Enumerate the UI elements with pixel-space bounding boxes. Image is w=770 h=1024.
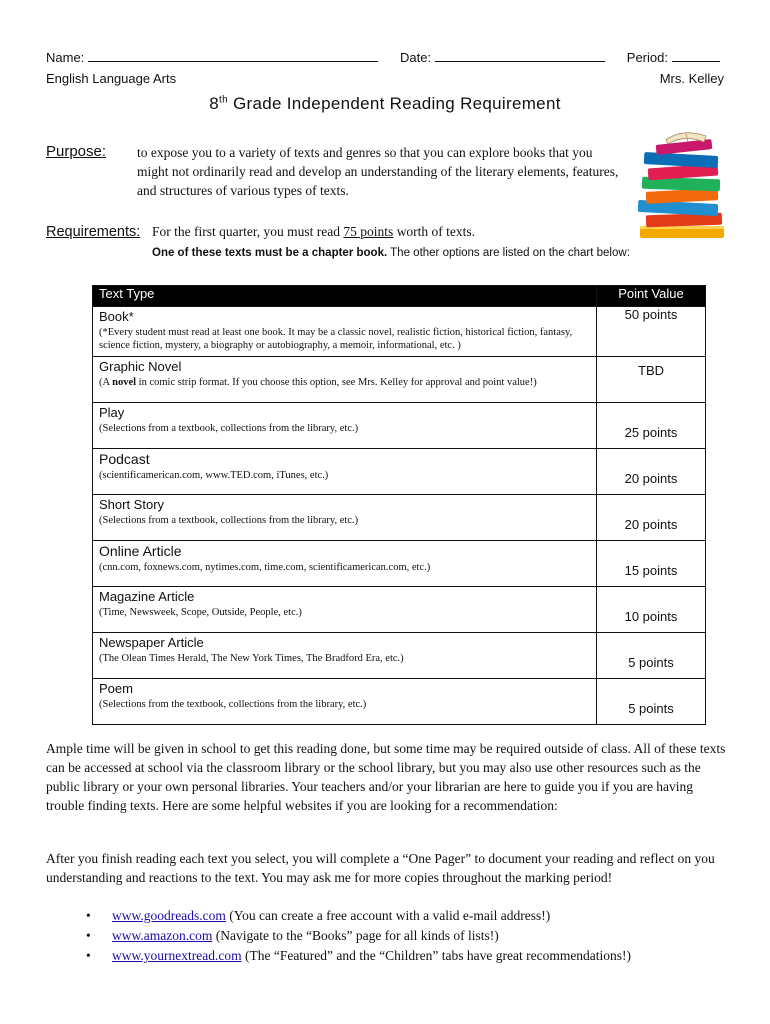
type-description: (Selections from a textbook, collections from the library, etc.)	[99, 423, 359, 434]
subject-line	[46, 71, 724, 86]
yournextread-link[interactable]: www.yournextread.com	[112, 948, 242, 963]
website-list	[86, 906, 631, 966]
link-note: (Navigate to the “Books” page for all kinds of lists!)	[212, 928, 499, 943]
goodreads-link[interactable]: www.goodreads.com	[112, 908, 226, 923]
page-title	[0, 94, 770, 114]
table-row	[93, 357, 706, 403]
type-cell	[93, 449, 597, 495]
points-cell: 25 points	[597, 403, 706, 449]
points-cell: TBD	[597, 357, 706, 403]
type-name: Online Article	[99, 543, 182, 559]
type-cell	[93, 633, 597, 679]
title-grade-number: 8	[209, 94, 220, 113]
type-description-after: in comic strip format. If you choose this option, see Mrs. Kelley for approval and point value!)	[136, 377, 537, 388]
points-cell: 20 points	[597, 449, 706, 495]
points-cell: 20 points	[597, 495, 706, 541]
subject-label: English Language Arts	[46, 71, 177, 86]
instructions-paragraph: Ample time will be given in school to get this reading done, but some time may be required outside of class. All of these texts can be accessed at school via the classroom library or the school library, but you may also use other resources such as the public library or your own personal libraries. Your teachers and/or your librarian are here to guide you if you are having trouble finding texts. Here are some helpful websites if you are looking for a recommendation:	[46, 741, 726, 813]
name-blank[interactable]	[88, 49, 378, 62]
type-name: Podcast	[99, 451, 150, 467]
table-row	[93, 587, 706, 633]
date-blank[interactable]	[435, 49, 605, 62]
teacher-label: Mrs. Kelley	[659, 71, 724, 86]
bullet-icon: •	[86, 948, 91, 963]
purpose-label: Purpose:	[46, 143, 107, 160]
purpose-text: to expose you to a variety of texts and genres so that you can explore books that you might not ordinarily read and develop an understanding of the literary elements, features, and structures of various types of texts.	[137, 145, 619, 198]
requirements-note-text: The other options are listed on the chart below:	[387, 247, 630, 259]
column-header-point-value: Point Value	[597, 286, 706, 307]
one-pager-paragraph: After you finish reading each text you select, you will complete a “One Pager” to document your reading and reflect on you understanding and reactions to the text. You may ask me for more copies throughout the marking period!	[46, 851, 715, 885]
type-cell	[93, 403, 597, 449]
type-description: (Time, Newsweek, Scope, Outside, People, etc.)	[99, 607, 302, 618]
date-field[interactable]	[400, 49, 609, 65]
type-cell	[93, 307, 597, 357]
table-row	[93, 541, 706, 587]
points-cell: 15 points	[597, 541, 706, 587]
type-cell	[93, 541, 597, 587]
type-name: Poem	[99, 681, 133, 696]
list-item	[86, 946, 631, 966]
list-item	[86, 906, 631, 926]
requirements-text-after: worth of texts.	[393, 224, 476, 239]
title-grade-suffix: th	[219, 94, 228, 106]
type-name: Newspaper Article	[99, 635, 204, 650]
header-line	[46, 49, 724, 65]
requirements-note	[152, 247, 630, 259]
link-note: (The “Featured” and the “Children” tabs have great recommendations!)	[241, 948, 632, 963]
requirements-text-before: For the first quarter, you must read	[152, 224, 344, 239]
type-name: Short Story	[99, 497, 165, 512]
link-note: (You can create a free account with a valid e-mail address!)	[225, 908, 551, 923]
table-row	[93, 403, 706, 449]
table-row	[93, 449, 706, 495]
book-stack-icon	[636, 128, 728, 242]
type-description: (The Olean Times Herald, The New York Times, The Bradford Era, etc.)	[99, 653, 404, 664]
requirements-points: 75 points	[343, 224, 394, 239]
type-name: Magazine Article	[99, 589, 195, 604]
type-cell	[93, 587, 597, 633]
type-description: (cnn.com, foxnews.com, nytimes.com, time.com, scientificamerican.com, etc.)	[99, 562, 431, 573]
name-label: Name:	[46, 50, 85, 65]
table-header-row	[93, 286, 706, 307]
period-label: Period:	[626, 50, 668, 65]
requirements-text	[152, 224, 475, 240]
period-field[interactable]	[627, 49, 724, 65]
table-row	[93, 679, 706, 725]
type-cell	[93, 357, 597, 403]
type-description-bold: novel	[112, 377, 137, 388]
points-cell: 5 points	[597, 679, 706, 725]
bullet-icon: •	[86, 928, 91, 943]
points-cell: 5 points	[597, 633, 706, 679]
text-type-table	[92, 285, 706, 725]
date-label: Date:	[400, 50, 432, 65]
type-name: Graphic Novel	[99, 359, 182, 374]
points-cell: 50 points	[597, 307, 706, 357]
table-row	[93, 495, 706, 541]
type-cell	[93, 495, 597, 541]
type-description: (Selections from the textbook, collections from the library, etc.)	[99, 699, 367, 710]
type-name: Book*	[99, 309, 134, 324]
amazon-link[interactable]: www.amazon.com	[112, 928, 213, 943]
table-row	[93, 307, 706, 357]
name-field[interactable]	[46, 49, 382, 65]
type-cell	[93, 679, 597, 725]
type-description: (Selections from a textbook, collections from the library, etc.)	[99, 515, 359, 526]
type-description-before: (A	[99, 377, 113, 388]
type-description	[99, 376, 590, 389]
points-cell: 10 points	[597, 587, 706, 633]
table-row	[93, 633, 706, 679]
requirements-label: Requirements:	[46, 224, 141, 240]
type-name: Play	[99, 405, 125, 420]
bullet-icon: •	[86, 908, 91, 923]
type-description: (scientificamerican.com, www.TED.com, iTunes, etc.)	[99, 470, 329, 481]
column-header-text-type: Text Type	[93, 286, 597, 307]
period-blank[interactable]	[672, 49, 720, 62]
type-description: (*Every student must read at least one book. It may be a classic novel, realistic fiction, historical fiction, fantasy, science fiction, mystery, a biography or autobiography, a memoir, informational, etc. )	[99, 327, 573, 351]
list-item	[86, 926, 631, 946]
title-text: Grade Independent Reading Requirement	[227, 94, 561, 113]
requirements-bold-note: One of these texts must be a chapter book.	[152, 247, 388, 259]
